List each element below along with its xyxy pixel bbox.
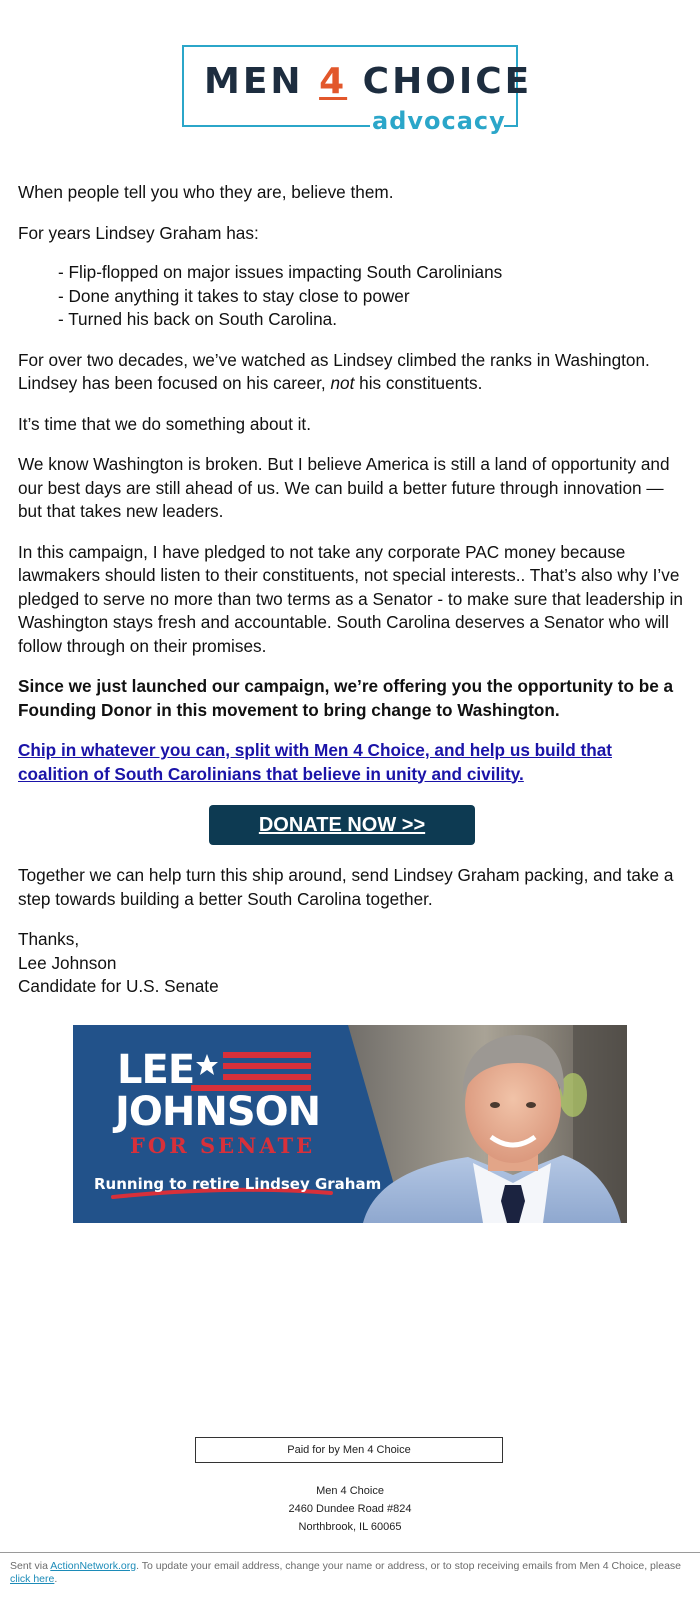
email-body [18, 181, 684, 999]
graham-record-list [58, 261, 684, 332]
mailing-address [0, 1482, 700, 1536]
paragraph-founding-donor: Since we just launched our campaign, we’re offering you the opportunity to be a Founding Donor in this movement to bring change to Washington. [18, 676, 674, 720]
signature-title: Candidate for U.S. Senate [18, 976, 219, 996]
paragraph-pledge: In this campaign, I have pledged to not take any corporate PAC money because lawmakers should listen to their constituents, not special interests.. That’s also why I’ve pledged to serve no more than two terms as a Senator - to make sure that leadership in Washington stays fresh and accountable. South Carolina deserves a Senator who will follow through on their promises. [18, 541, 683, 656]
chip-in-link[interactable]: Chip in whatever you can, split with Men 4 Choice, and help us build that coalition of South Carolinians that believe in unity and civility. [18, 740, 612, 784]
unsubscribe-notice: Sent via ActionNetwork.org. To update your email address, change your name or address, or to stop receiving emails from Men 4 Choice, please click here. [10, 1560, 682, 1585]
footer-divider [0, 1552, 700, 1553]
banner-name-first: LEE [117, 1047, 195, 1093]
signature-name: Lee Johnson [18, 952, 117, 973]
paragraph-washington-broken: We know Washington is broken. But I believe America is still a land of opportunity and our best days are still ahead of us. We can build a better future through innovation — but that takes new leaders. [18, 454, 670, 521]
address-line: Men 4 Choice [316, 1485, 384, 1497]
logo-wordmark: MEN 4 CHOICE [204, 61, 533, 102]
donate-now-button[interactable]: DONATE NOW >> [209, 805, 475, 845]
signature [18, 928, 684, 999]
signature-thanks: Thanks, [18, 929, 80, 949]
logo-subtitle: advocacy [372, 107, 506, 135]
list-item: - Turned his back on South Carolina. [58, 309, 337, 329]
address-line: Northbrook, IL 60065 [298, 1521, 402, 1533]
paragraph-for-years: For years Lindsey Graham has: [18, 222, 259, 243]
paragraph-together: Together we can help turn this ship around, send Lindsey Graham packing, and take a step towards building a better South Carolina together. [18, 865, 674, 909]
list-item: - Flip-flopped on major issues impacting South Carolinians [58, 262, 503, 282]
paragraph-intro: When people tell you who they are, believe them. [18, 182, 394, 202]
campaign-banner[interactable] [73, 1025, 627, 1223]
paragraph-two-decades: For over two decades, we’ve watched as Lindsey climbed the ranks in Washington. Lindsey has been focused on his career, not his constituents. [18, 349, 650, 393]
banner-name-last: JOHNSON [115, 1089, 321, 1135]
click-here-link[interactable]: click here [10, 1573, 55, 1585]
list-item: - Done anything it takes to stay close to power [58, 285, 410, 306]
action-network-link[interactable]: ActionNetwork.org [50, 1560, 137, 1572]
banner-for-senate: FOR SENATE [130, 1133, 316, 1158]
paragraph-time: It’s time that we do something about it. [18, 413, 311, 434]
address-line: 2460 Dundee Road #824 [288, 1503, 412, 1515]
paid-for-disclaimer: Paid for by Men 4 Choice [195, 1437, 503, 1463]
men4choice-logo [182, 45, 533, 135]
banner-tagline: Running to retire Lindsey Graham [94, 1175, 382, 1193]
